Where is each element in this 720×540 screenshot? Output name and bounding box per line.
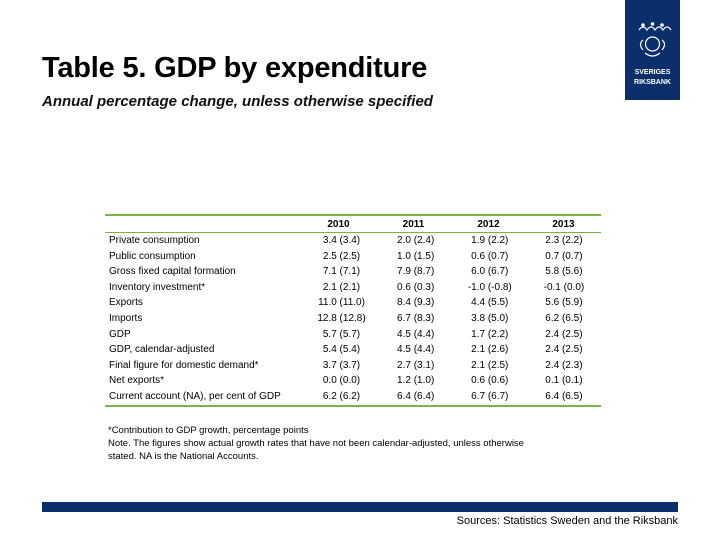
gdp-table (105, 214, 601, 407)
table-cell: 7.9 (8.7) (397, 266, 435, 278)
table-cell: 1.7 (2.2) (471, 328, 509, 340)
footer-bar (42, 502, 678, 512)
row-label: Private consumption (109, 235, 200, 246)
table-row (105, 311, 601, 327)
table-cell: 0.7 (0.7) (545, 250, 583, 262)
table-cell: 7.1 (7.1) (322, 266, 361, 278)
table-cell: 2.4 (2.5) (545, 328, 583, 340)
row-label: Inventory investment* (109, 281, 206, 293)
row-label: Gross fixed capital formation (109, 266, 236, 278)
table-cell: 6.4 (6.5) (545, 390, 583, 402)
table-cell: 4.5 (4.4) (397, 344, 435, 356)
table-cell: 12.8 (12.8) (317, 312, 366, 324)
note-line: Note. The figures show actual growth rates that have not been calendar-adjusted, unless otherwise (108, 438, 524, 449)
table-cell: 2.7 (3.1) (397, 359, 435, 371)
table-cell: 0.6 (0.7) (471, 250, 509, 262)
table-row (105, 373, 601, 389)
note-line: *Contribution to GDP growth, percentage points (108, 425, 309, 436)
row-label: Imports (109, 312, 143, 324)
column-header-2013: 2013 (552, 218, 575, 230)
table-row (105, 342, 601, 358)
table-cell: 5.7 (5.7) (322, 328, 361, 340)
logo-text-line2: RIKSBANK (634, 79, 671, 86)
column-header-2010: 2010 (327, 218, 350, 230)
table-cell: 6.2 (6.2) (322, 390, 361, 402)
table-cell: 1.0 (1.5) (397, 250, 435, 262)
row-label: Current account (NA), per cent of GDP (109, 390, 281, 402)
table-cell: 4.5 (4.4) (397, 328, 435, 340)
table-cell: 2.5 (2.5) (322, 250, 361, 262)
table-cell: 11.0 (11.0) (318, 297, 365, 309)
riksbank-logo (625, 0, 680, 100)
row-label: Final figure for domestic demand* (109, 359, 259, 371)
table-cell: 4.4 (5.5) (471, 297, 509, 309)
riksbank-crest-icon (625, 0, 680, 100)
table-cell: 6.0 (6.7) (471, 266, 509, 278)
table-cell: 6.7 (6.7) (471, 390, 509, 402)
row-label: GDP (109, 328, 131, 340)
table-cell: 1.9 (2.2) (471, 235, 509, 246)
table-row (105, 249, 601, 265)
table-header-row (105, 216, 601, 232)
note-line: stated. NA is the National Accounts. (108, 451, 259, 462)
table-cell: 0.6 (0.3) (397, 281, 435, 293)
column-header-2011: 2011 (402, 218, 425, 230)
table-row (105, 295, 601, 311)
table-cell: 6.4 (6.4) (397, 390, 435, 402)
table-row (105, 233, 601, 249)
table-row (105, 389, 601, 405)
column-header (105, 216, 301, 232)
sources-text: Sources: Statistics Sweden and the Riksbank (456, 515, 678, 527)
row-label: Net exports* (109, 375, 165, 387)
table-cell: 5.8 (5.6) (545, 266, 583, 278)
table-cell: 6.7 (8.3) (397, 312, 435, 324)
row-label: GDP, calendar-adjusted (109, 344, 215, 356)
table-cell: 0.0 (0.0) (322, 375, 361, 387)
table-cell: 2.4 (2.3) (545, 359, 583, 371)
page-title: Table 5. GDP by expenditure (42, 52, 428, 84)
table-cell: 2.3 (2.2) (545, 235, 583, 246)
table-cell: 5.4 (5.4) (322, 344, 361, 356)
table-bottom-rule (105, 405, 601, 407)
logo-text-line1: SVERIGES (634, 69, 671, 76)
row-label: Public consumption (109, 250, 196, 262)
table-row (105, 264, 601, 280)
row-label: Exports (109, 297, 143, 309)
table-cell: 3.7 (3.7) (322, 359, 361, 371)
table-row (105, 280, 601, 296)
table-cell: 5.6 (5.9) (545, 297, 583, 309)
table-cell: 3.4 (3.4) (322, 235, 361, 246)
table-cell: 1.2 (1.0) (397, 375, 435, 387)
table-notes (108, 424, 608, 463)
table-cell: -1.0 (-0.8) (467, 281, 512, 293)
table-cell: 2.1 (2.5) (471, 359, 509, 371)
table-cell: 3.8 (5.0) (471, 312, 509, 324)
table-row (105, 358, 601, 374)
table-row (105, 327, 601, 343)
table-cell: 2.4 (2.5) (545, 344, 583, 356)
table-cell: 0.1 (0.1) (545, 375, 583, 387)
table-cell: 0.6 (0.6) (471, 375, 509, 387)
table-cell: 2.1 (2.1) (322, 281, 361, 293)
table-cell: 8.4 (9.3) (397, 297, 435, 309)
column-header-2012: 2012 (477, 218, 500, 230)
table-cell: 2.1 (2.6) (471, 344, 509, 356)
table-cell: 2.0 (2.4) (397, 235, 435, 246)
table-cell: -0.1 (0.0) (543, 281, 585, 293)
page-subtitle: Annual percentage change, unless otherwise specified (42, 93, 433, 110)
table-cell: 6.2 (6.5) (545, 312, 583, 324)
